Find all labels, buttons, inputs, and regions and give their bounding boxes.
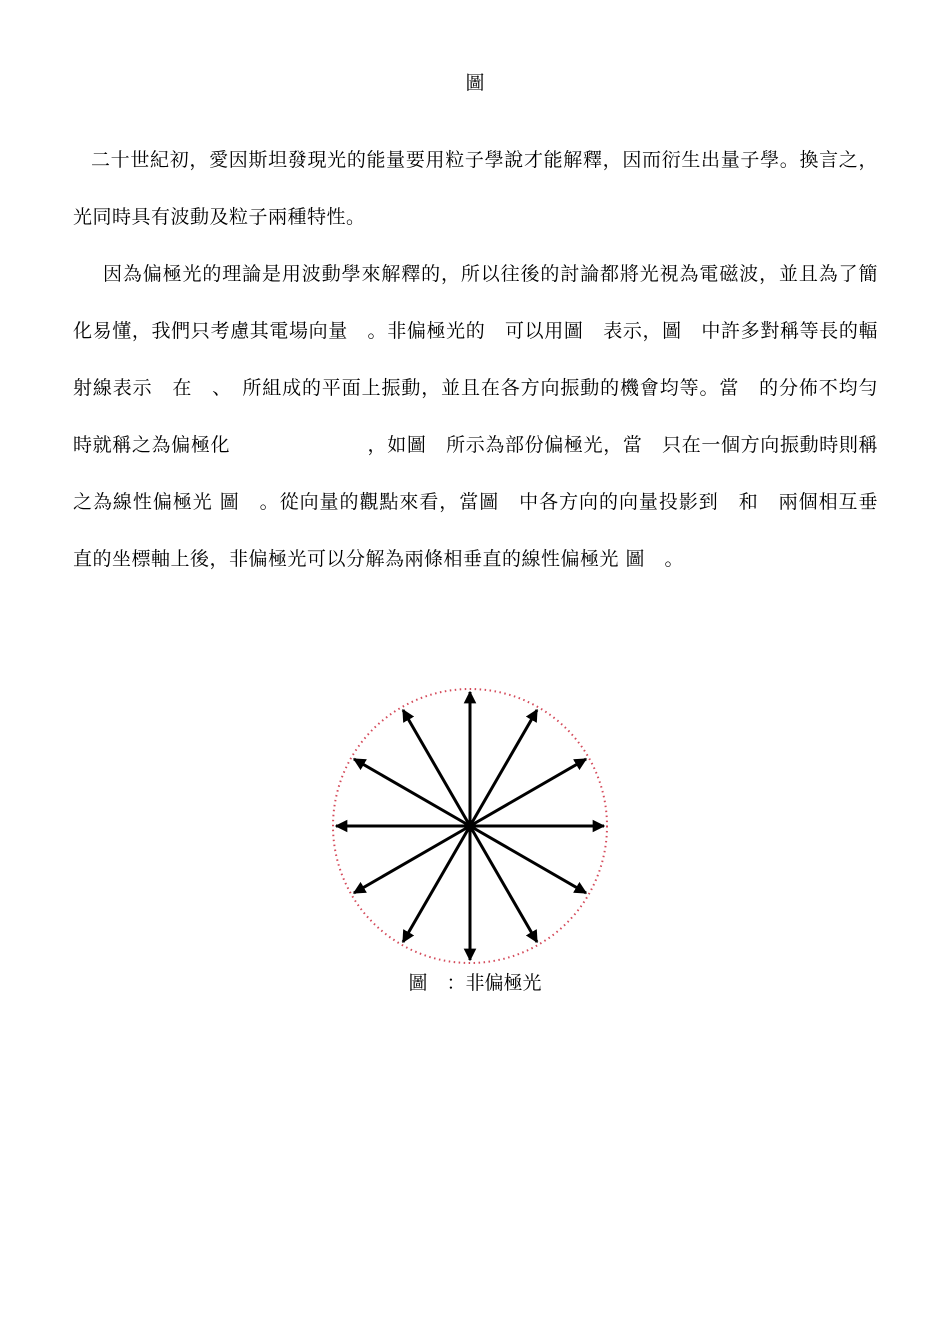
page-header: 圖 (465, 72, 485, 94)
vector-arrows (336, 692, 604, 960)
vector-arrow (470, 826, 586, 893)
vector-arrow (403, 710, 470, 826)
paragraph-2: 因為偏極光的理論是用波動學來解釋的，所以往後的討論都將光視為電磁波，並且為了簡化易懂，我們只考慮其電場向量 。非偏極光的 可以用圖 表示，圖 中許多對稱等長的輻射線表示 在 、 所組成的平面上振動，並且在各方向振動的機會均等。當 的分佈不均勻時就稱之為偏極化 ，如圖 所示為部份偏極光，當 只在一個方向振動時則稱之為線性偏極光 圖 。從向量的觀點來看，當圖 中各方向的向量投影到 和 兩個相互垂直的坐標軸上後，非偏極光可以分解為兩條相垂直的線性偏極光 圖 。 (73, 263, 878, 570)
unpolarized-light-diagram (325, 680, 615, 970)
vector-arrow (470, 759, 586, 826)
vector-arrow (354, 826, 470, 893)
vector-arrow (354, 759, 470, 826)
body-text (73, 132, 878, 588)
paragraph-1: 二十世紀初，愛因斯坦發現光的能量要用粒子學說才能解釋，因而衍生出量子學。換言之，光同時具有波動及粒子兩種特性。 (73, 149, 878, 228)
vector-arrow (403, 826, 470, 942)
figure-caption: 圖 ：非偏極光 (408, 972, 542, 994)
vector-arrow (470, 826, 537, 942)
vector-arrow (470, 710, 537, 826)
